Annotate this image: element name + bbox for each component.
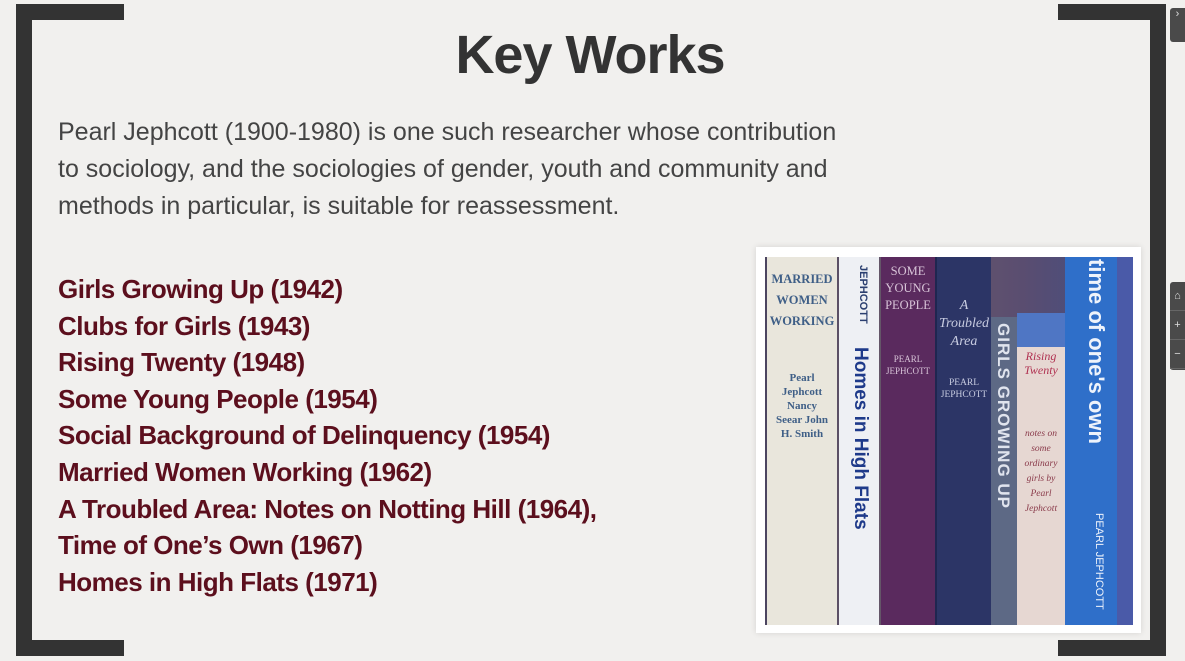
book-some-young-people — [881, 257, 935, 625]
list-item: Clubs for Girls (1943) — [58, 310, 310, 341]
left-bracket-bottom — [16, 640, 124, 656]
book2-author: JEPHCOTT — [857, 265, 869, 324]
list-item: A Troubled Area: Notes on Notting Hill (1964), — [58, 493, 597, 524]
list-item: Time of One’s Own (1967) — [58, 530, 363, 561]
book7-author: PEARL JEPHCOTT — [1093, 513, 1105, 610]
slide-title: Key Works — [455, 25, 725, 85]
book1-title: MARRIED WOMEN WORKING — [769, 272, 835, 328]
list-item: Some Young People (1954) — [58, 383, 378, 414]
list-item: Girls Growing Up (1942) — [58, 274, 343, 304]
zoom-out-icon[interactable]: − — [1170, 340, 1185, 369]
left-bracket-top — [16, 4, 124, 20]
list-item: Social Background of Delinquency (1954) — [58, 420, 550, 451]
book3-title: SOME YOUNG PEOPLE — [885, 264, 931, 312]
book6-top-band — [1017, 313, 1065, 347]
zoom-in-icon[interactable]: + — [1170, 311, 1185, 340]
home-icon[interactable]: ⌂ — [1170, 282, 1185, 311]
books-photo — [756, 247, 1141, 633]
zoom-controls — [1170, 282, 1185, 370]
book-rising-twenty — [1017, 313, 1065, 625]
book4-title: A Troubled Area — [939, 298, 990, 349]
left-bracket — [16, 4, 32, 656]
book2-title: Homes in High Flats — [850, 347, 871, 530]
book-edge — [1117, 257, 1133, 625]
book-a-troubled-area — [935, 257, 991, 625]
right-bracket-bottom — [1058, 640, 1166, 656]
book6-title: Rising Twenty — [1024, 349, 1058, 377]
book7-title: time of one's own — [1084, 259, 1109, 444]
books-photo-image — [765, 257, 1133, 625]
list-item: Rising Twenty (1948) — [58, 347, 305, 378]
book1-authors: Pearl Jephcott Nancy Seear John H. Smith — [775, 372, 829, 440]
book-homes-in-high-flats — [839, 257, 879, 625]
book-girls-growing-up — [991, 317, 1017, 625]
book-time-of-ones-own — [1065, 257, 1117, 625]
book4-author: PEARL JEPHCOTT — [940, 378, 988, 400]
works-list — [58, 271, 596, 600]
right-bracket — [1150, 4, 1166, 656]
collapse-panel-button[interactable]: › — [1170, 8, 1185, 42]
list-item: Married Women Working (1962) — [58, 456, 432, 487]
book3-author: PEARL JEPHCOTT — [885, 354, 930, 376]
right-bracket-top — [1058, 4, 1166, 20]
intro-paragraph: Pearl Jephcott (1900-1980) is one such researcher whose contribution to sociology, and the sociologies of gender, youth and community and methods in particular, is suitable for reassessment. — [58, 118, 837, 220]
book-married-women-working — [767, 257, 837, 625]
list-item: Homes in High Flats (1971) — [58, 566, 378, 597]
book6-subtitle: notes on some ordinary girls by Pearl Jephcott — [1024, 429, 1058, 514]
book5-title: GIRLS GROWING UP — [994, 323, 1013, 509]
